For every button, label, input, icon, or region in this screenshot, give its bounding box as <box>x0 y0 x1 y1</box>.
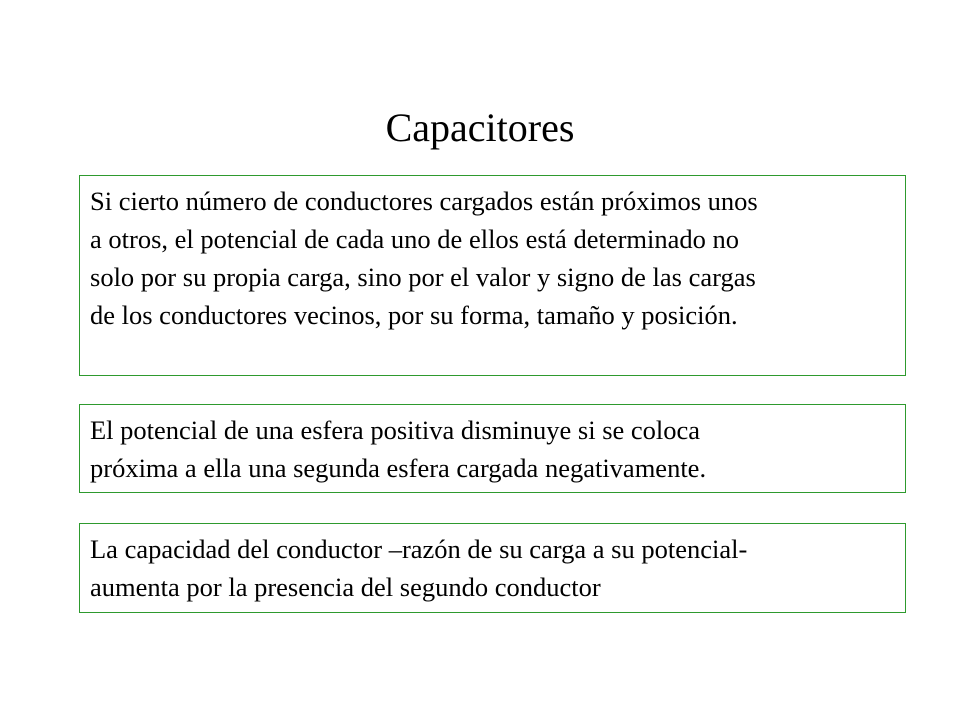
text-line: a otros, el potencial de cada uno de ellos está determinado no <box>90 224 740 254</box>
text-line: aumenta por la presencia del segundo conductor <box>90 572 601 602</box>
text-line: Si cierto número de conductores cargados están próximos unos <box>90 186 758 216</box>
text-line: próxima a ella una segunda esfera cargada negativamente. <box>90 453 707 483</box>
text-box-sphere-potential <box>79 404 906 493</box>
text-line: La capacidad del conductor –razón de su carga a su potencial- <box>90 534 748 564</box>
text-line: solo por su propia carga, sino por el valor y signo de las cargas <box>90 262 756 292</box>
text-line: de los conductores vecinos, por su forma, tamaño y posición. <box>90 300 738 330</box>
text-box-capacity <box>79 523 906 613</box>
text-line: El potencial de una esfera positiva disminuye si se coloca <box>90 415 701 445</box>
slide-title: Capacitores <box>385 105 575 150</box>
text-box-conductors <box>79 175 906 376</box>
